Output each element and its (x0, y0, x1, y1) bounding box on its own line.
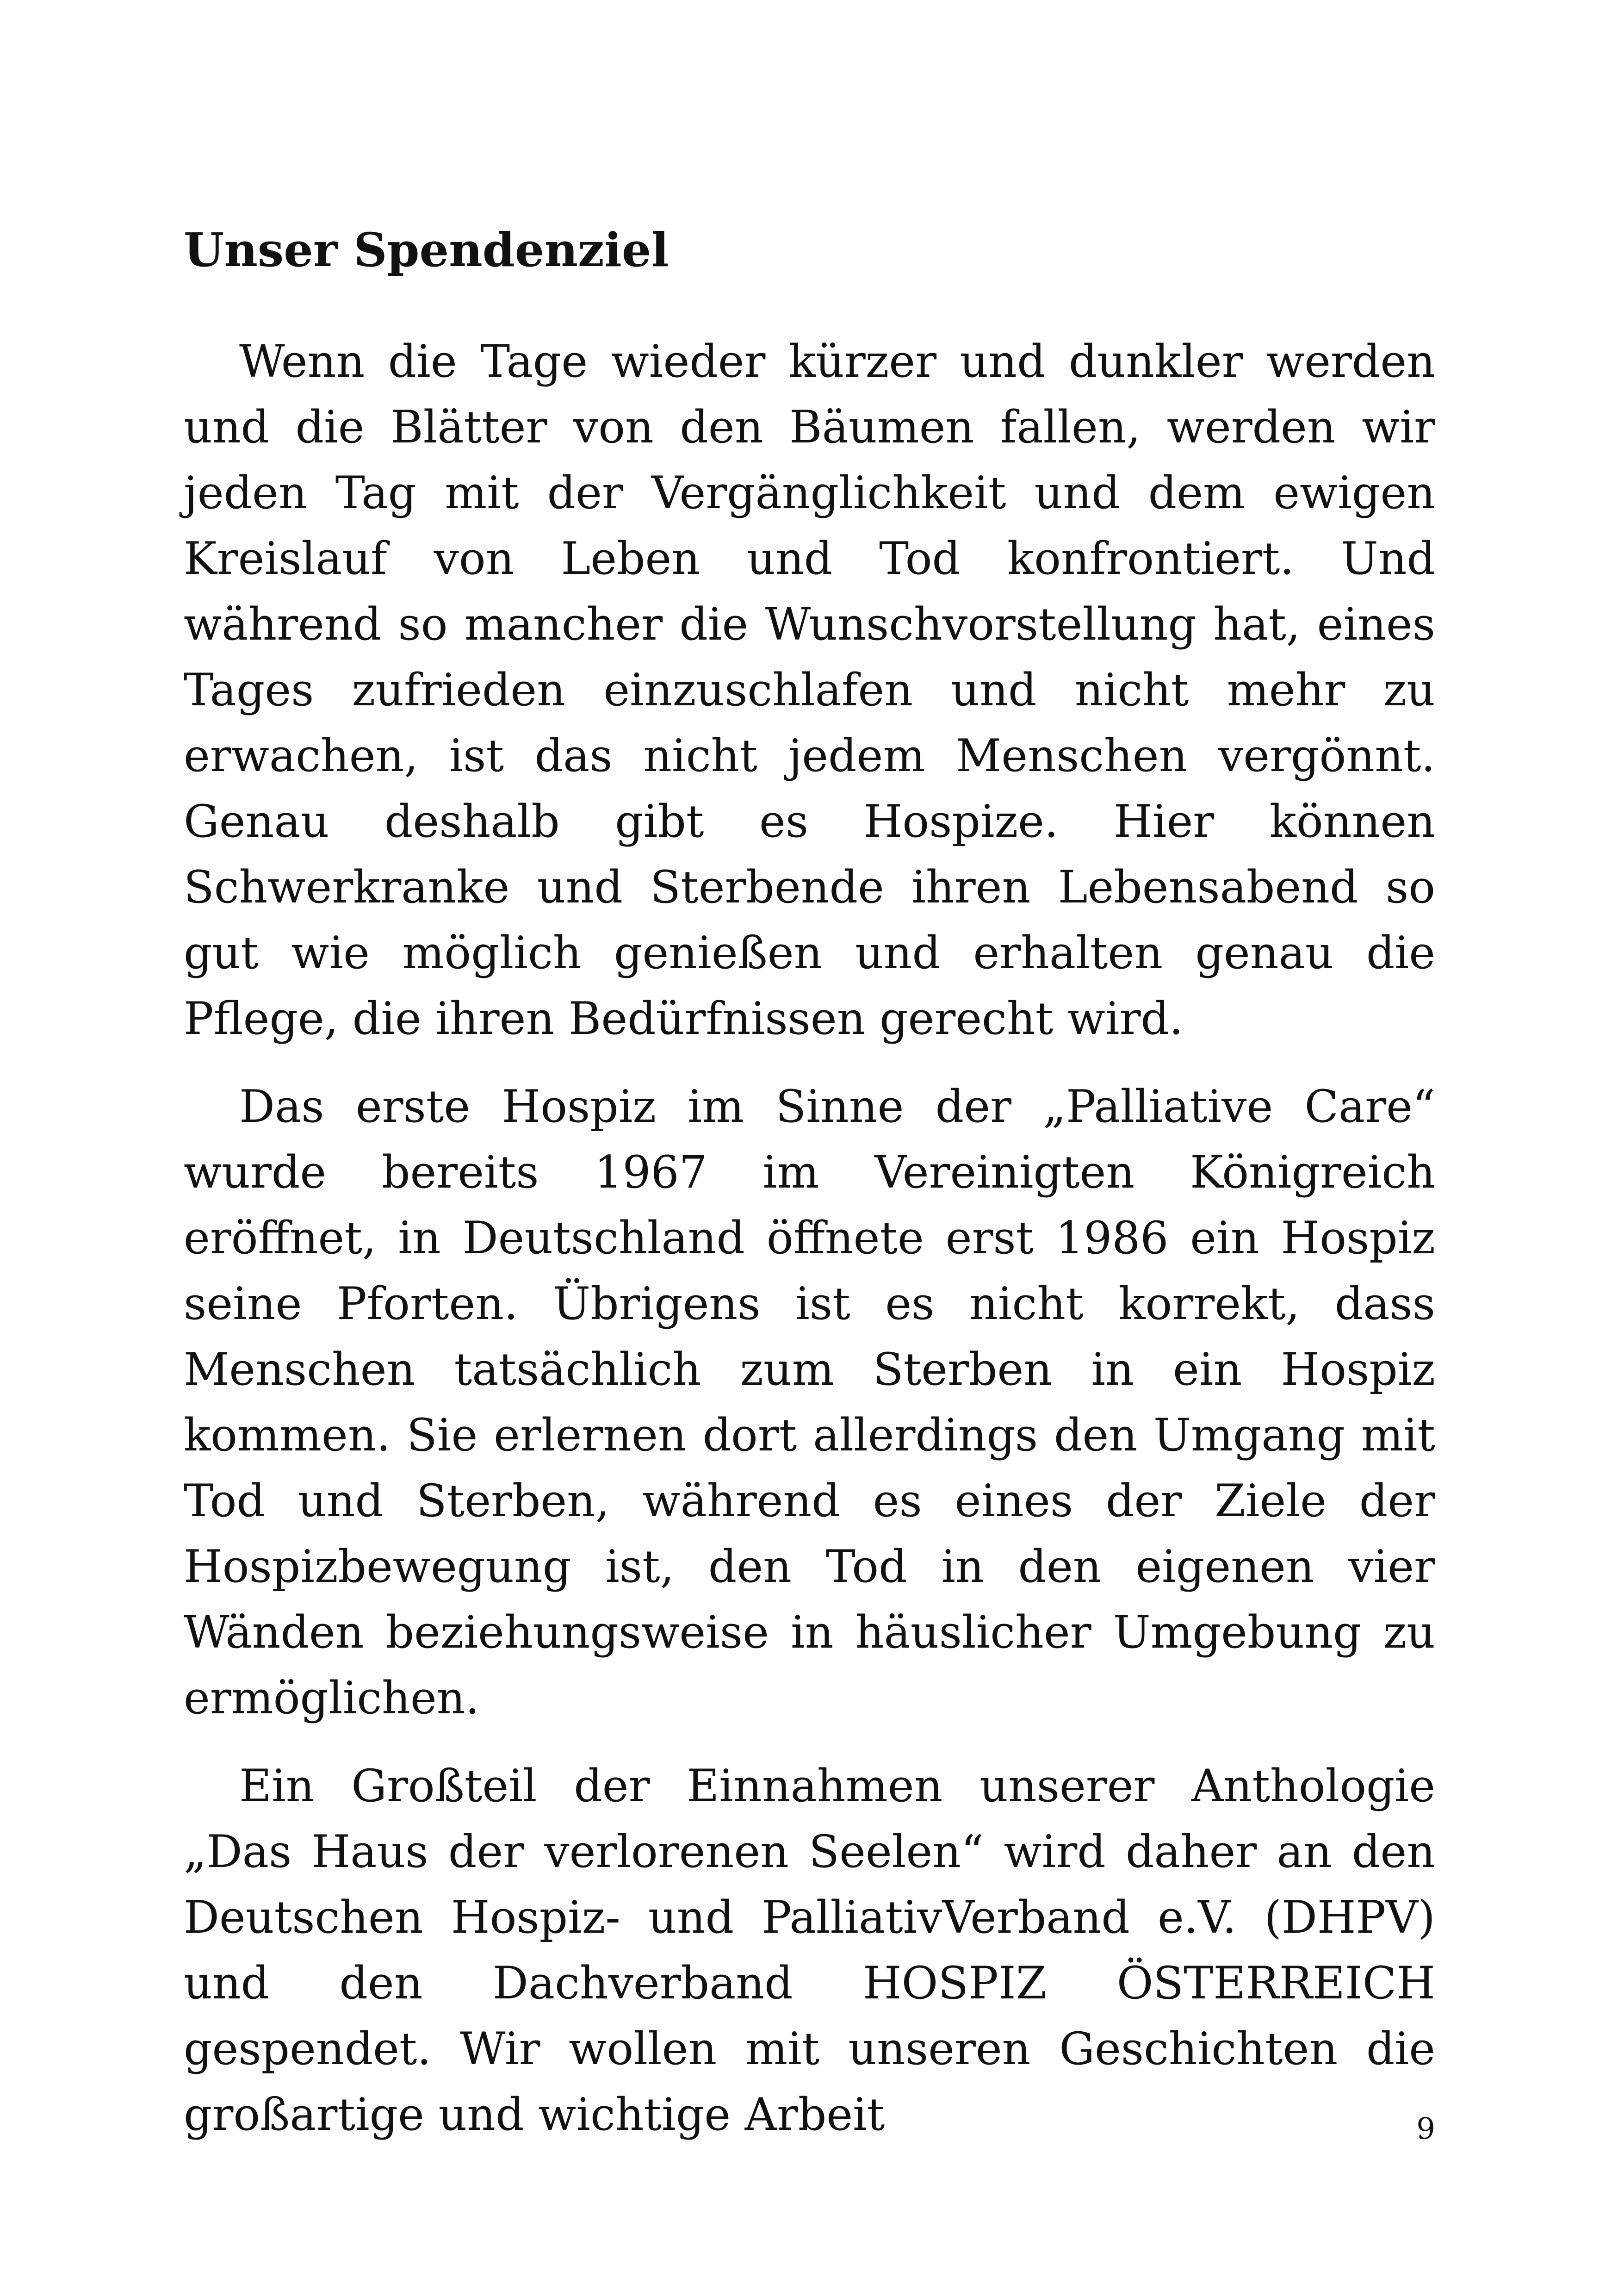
page-number: 9 (1416, 2112, 1435, 2146)
paragraph-3: Ein Großteil der Einnahmen unserer Anthologie „Das Haus der verlorenen Seelen“ wird daher an den Deutschen Hospiz- und PalliativVerband e.V. (DHPV) und den Dachverband HOSPIZ ÖSTERREICH gespendet. Wir wollen mit unseren Geschichten die großartige und wichtige Arbeit (184, 1760, 1435, 2140)
paragraph-2: Das erste Hospiz im Sinne der „Palliative Care“ wurde bereits 1967 im Vereinigten Königreich eröffnet, in Deutschland öffnete erst 1986 ein Hospiz seine Pforten. Übrigens ist es nicht korrekt, dass Menschen tatsächlich zum Sterben in ein Hospiz kommen. Sie erlernen dort allerdings den Umgang mit Tod und Sterben, während es eines der Ziele der Hospizbewegung ist, den Tod in den eigenen vier Wänden beziehungsweise in häuslicher Umgebung zu ermöglichen. (184, 1081, 1435, 1724)
page-title: Unser Spendenziel (184, 223, 669, 277)
paragraph-1: Wenn die Tage wieder kürzer und dunkler werden und die Blätter von den Bäumen fallen, werden wir jeden Tag mit der Vergänglichkeit und dem ewigen Kreislauf von Leben und Tod konfrontiert. Und während so mancher die Wunschvorstellung hat, eines Tages zufrieden einzuschlafen und nicht mehr zu erwachen, ist das nicht jedem Menschen vergönnt. Genau deshalb gibt es Hospize. Hier können Schwerkranke und Sterbende ihren Lebensabend so gut wie möglich genießen und erhalten genau die Pflege, die ihren Bedürfnissen gerecht wird. (184, 336, 1435, 1045)
document-page (184, 222, 1435, 2170)
